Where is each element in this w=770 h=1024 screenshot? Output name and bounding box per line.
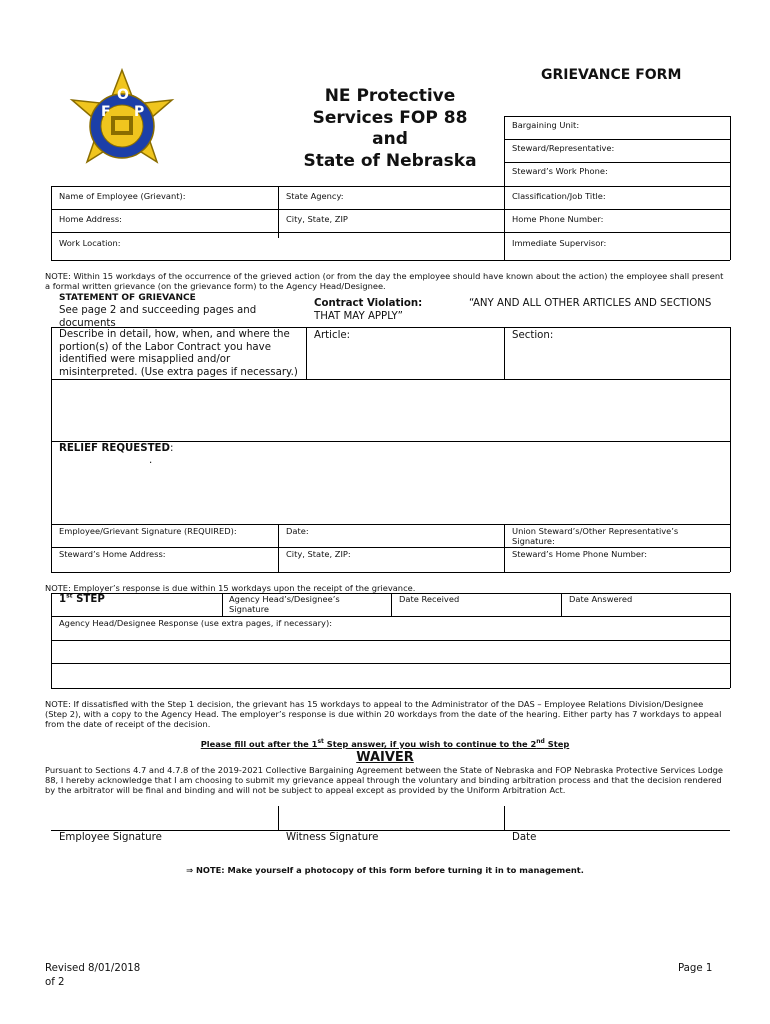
home-phone-field[interactable]: Home Phone Number: [512, 214, 604, 224]
city-state-zip-field[interactable]: City, State, ZIP [286, 214, 348, 224]
revised-date: Revised 8/01/2018 [45, 963, 141, 974]
note-within-15-workdays: NOTE: Within 15 workdays of the occurrence of the grieved action (or from the day the employee should have known about the action) the employee shall present a formal written grievance (on the grievance form) to the Agency Head/Designee. [45, 271, 724, 291]
waiver-witness-signature-field[interactable]: Witness Signature [286, 832, 379, 843]
statement-heading: STATEMENT OF GRIEVANCE [59, 293, 196, 303]
date-received-field[interactable]: Date Received [399, 594, 460, 604]
article-field[interactable]: Article: [314, 330, 351, 341]
employee-signature-field[interactable]: Employee/Grievant Signature (REQUIRED): [59, 526, 237, 536]
org-title-line3: and [372, 129, 408, 149]
date-answered-field[interactable]: Date Answered [569, 594, 633, 604]
form-title: GRIEVANCE FORM [541, 67, 682, 83]
relief-requested-colon: : [169, 443, 174, 454]
first-step-label [59, 594, 105, 607]
steward-home-phone-field[interactable]: Steward’s Home Phone Number: [512, 549, 648, 559]
any-and-all-text: “ANY AND ALL OTHER ARTICLES AND SECTIONS THAT MAY APPLY” [314, 298, 712, 322]
steward-home-address-field[interactable]: Steward’s Home Address: [59, 549, 166, 559]
signature-date-field[interactable]: Date: [286, 526, 309, 536]
steward-city-state-zip-field[interactable]: City, State, ZIP: [286, 549, 351, 559]
waiver-instruction-sup2: nd [536, 738, 545, 746]
describe-in-detail-text: Describe in detail, how, when, and where the portion(s) of the Labor Contract you have identified were misapplied and/or misinterpreted. (Use extra pages if necessary.) [59, 329, 298, 378]
immediate-supervisor-field[interactable]: Immediate Supervisor: [512, 238, 607, 248]
waiver-employee-signature-field[interactable]: Employee Signature [59, 832, 162, 843]
first-step-number: 1 [59, 594, 67, 605]
org-title-line1: NE Protective [324, 86, 456, 106]
waiver-instruction-part1: Please fill out after the 1 [200, 739, 318, 749]
section-field[interactable]: Section: [512, 330, 554, 341]
see-page-2-text: See page 2 and succeeding pages and documents [59, 305, 257, 329]
note-step1-appeal: NOTE: If dissatisfied with the Step 1 decision, the grievant has 15 workdays to appeal to the Administrator of the DAS – Employee Relations Division/Designee (Step 2), with a copy to the Agency Head. The employer’s response is due within 20 workdays from the date of the hearing. Either party has 7 workdays to appeal from the date of receipt of the decision. [45, 699, 722, 729]
fop-star-logo [55, 66, 190, 186]
waiver-date-field[interactable]: Date [512, 832, 537, 843]
bargaining-unit-label: Bargaining Unit: [512, 120, 580, 130]
relief-dot: . [149, 455, 153, 466]
photocopy-note: ⇒ NOTE: Make yourself a photocopy of this form before turning it in to management. [186, 865, 584, 875]
org-title-line4: State of Nebraska [303, 150, 477, 171]
page-number: Page 1 [678, 963, 713, 974]
org-title-line2: Services FOP 88 [312, 107, 468, 128]
note-employer-response: NOTE: Employer’s response is due within 15 workdays upon the receipt of the grievance. [45, 583, 416, 593]
waiver-instruction-part3: Step [544, 739, 570, 749]
classification-field[interactable]: Classification/Job Title: [512, 191, 606, 201]
page-count: of 2 [45, 977, 65, 988]
agency-head-signature-field[interactable]: Agency Head’s/Designee’s Signature [229, 594, 340, 614]
logo-letter-f: F [101, 104, 111, 120]
statement-text-area[interactable] [52, 380, 730, 441]
union-steward-signature-field[interactable]: Union Steward’s/Other Representative’s Signature: [512, 526, 679, 546]
work-location-field[interactable]: Work Location: [59, 238, 121, 248]
waiver-instruction-sup1: st [317, 738, 324, 746]
relief-requested-area[interactable] [52, 460, 730, 523]
employee-name-field[interactable]: Name of Employee (Grievant): [59, 191, 186, 201]
logo-letter-o: O [117, 87, 129, 103]
relief-requested-heading [59, 443, 173, 456]
waiver-title: WAIVER [356, 750, 414, 765]
agency-response-field[interactable]: Agency Head/Designee Response (use extra pages, if necessary): [59, 618, 332, 628]
waiver-instruction [0, 739, 770, 749]
steward-representative-label: Steward/Representative: [512, 143, 615, 153]
relief-requested-label: RELIEF REQUESTED [59, 443, 170, 454]
home-address-field[interactable]: Home Address: [59, 214, 122, 224]
contract-violation-label: Contract Violation: [314, 298, 423, 309]
state-agency-field[interactable]: State Agency: [286, 191, 344, 201]
org-title [290, 86, 490, 172]
waiver-instruction-part2: Step answer, if you wish to continue to the 2 [323, 739, 537, 749]
waiver-text: Pursuant to Sections 4.7 and 4.7.8 of the 2019-2021 Collective Bargaining Agreement between the State of Nebraska and FOP Nebraska Protective Services Lodge 88, I hereby acknowledge that I am choosing to submit my grievance appeal through the voluntary and binding arbitration process and that the decision rendered by the arbitrator will be final and binding and will not be subject to appeal except as provided by the Uniform Arbitration Act. [45, 765, 724, 795]
fop-star-icon [55, 66, 190, 186]
first-step-suffix: st [66, 592, 73, 600]
steward-work-phone-label: Steward’s Work Phone: [512, 166, 608, 176]
first-step-text: STEP [72, 594, 105, 605]
logo-letter-p: P [134, 104, 145, 120]
